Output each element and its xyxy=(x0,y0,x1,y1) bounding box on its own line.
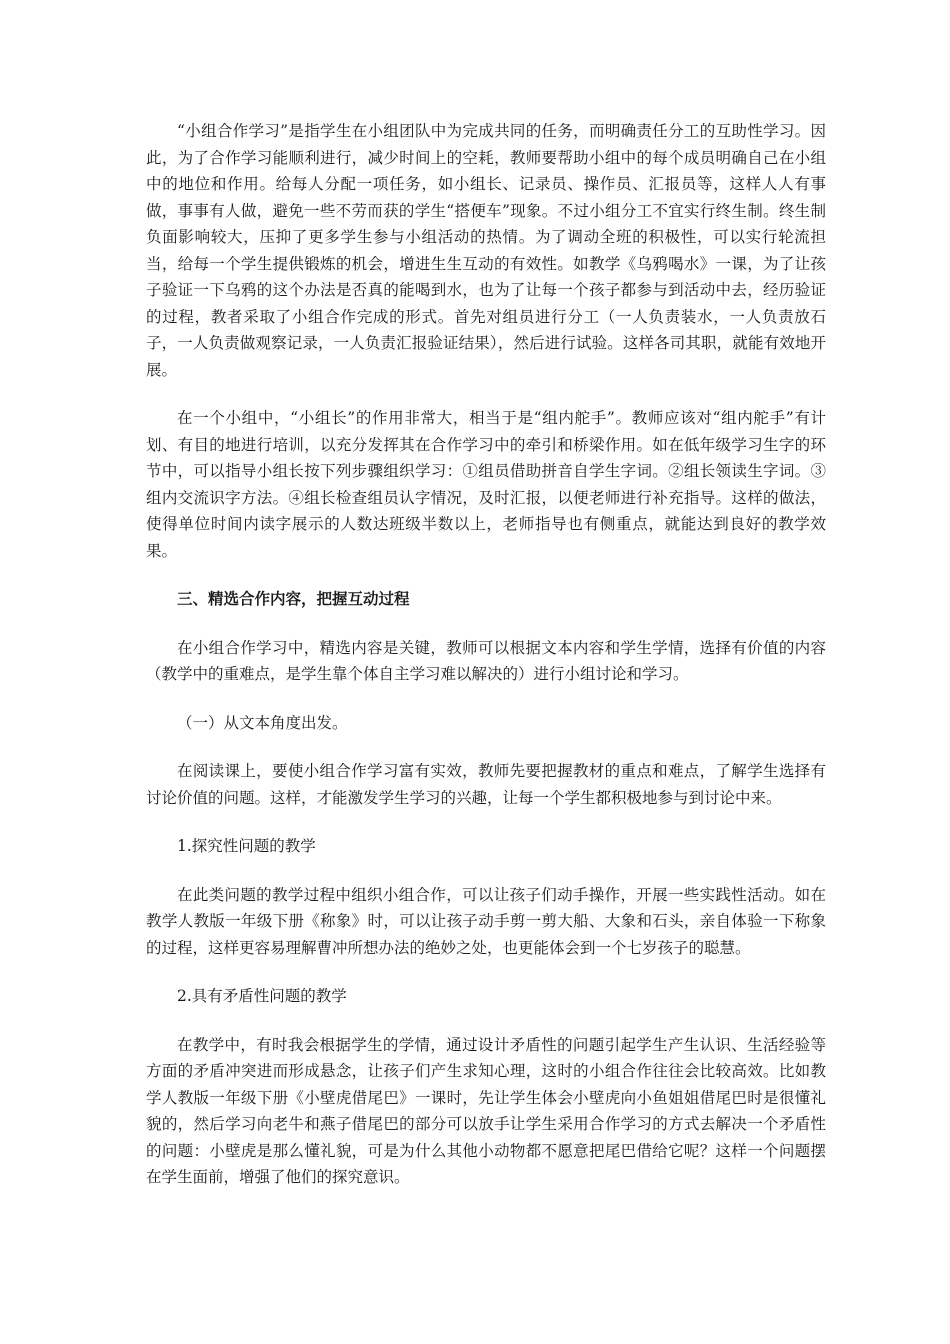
document-page xyxy=(146,118,826,1213)
section-heading: 三、精选合作内容，把握互动过程 xyxy=(177,589,410,608)
subsection-heading-contradiction: 2.具有矛盾性问题的教学 xyxy=(177,987,347,1005)
subsection-heading-text-angle: （一）从文本角度出发。 xyxy=(177,713,348,732)
subsection-heading-inquiry: 1.探究性问题的教学 xyxy=(177,837,316,855)
paragraph-group-roles: “小组合作学习”是指学生在小组团队中为完成共同的任务，而明确责任分工的互助性学习。因此，为了合作学习能顺利进行，减少时间上的空耗，教师要帮助小组中的每个成员明确自己在小组中的地位和作用。给每人分配一项任务，如小组长、记录员、操作员、汇报员等，这样人人有事做，事事有人做，避免一些不劳而获的学生“搭便车”现象。不过小组分工不宜实行终生制。终生制负面影响较大，压抑了更多学生参与小组活动的热情。为了调动全班的积极性，可以实行轮流担当，给每一个学生提供锻炼的机会，增进生生互动的有效性。如教学《乌鸦喝水》一课，为了让孩子验证一下乌鸦的这个办法是否真的能喝到水，也为了让每一个孩子都参与到活动中去，经历验证的过程，教者采取了小组合作完成的形式。首先对组员进行分工（一人负责装水，一人负责放石子，一人负责做观察记录，一人负责汇报验证结果），然后进行试验。这样各司其职，就能有效地开展。 xyxy=(146,122,826,379)
paragraph-inquiry-teaching: 在此类问题的教学过程中组织小组合作，可以让孩子们动手操作，开展一些实践性活动。如在教学人教版一年级下册《称象》时，可以让孩子动手剪一剪大船、大象和石头，亲自体验一下称象的过程，这样更容易理解曹冲所想办法的绝妙之处，也更能体会到一个七岁孩子的聪慧。 xyxy=(146,885,826,957)
paragraph-group-leader: 在一个小组中，“小组长”的作用非常大，相当于是“组内舵手”。教师应该对“组内舵手”有计划、有目的地进行培训，以充分发挥其在合作学习中的牵引和桥梁作用。如在低年级学习生字的环节中，可以指导小组长按下列步骤组织学习：①组员借助拼音自学生字词。②组长领读生字词。③组内交流识字方法。④组长检查组员认字情况，及时汇报，以便老师进行补充指导。这样的做法，使得单位时间内读字展示的人数达班级半数以上，老师指导也有侧重点，就能达到良好的教学效果。 xyxy=(146,409,826,560)
paragraph-reading-class: 在阅读课上，要使小组合作学习富有实效，教师先要把握教材的重点和难点，了解学生选择有讨论价值的问题。这样，才能激发学生学习的兴趣，让每一个学生都积极地参与到讨论中来。 xyxy=(146,762,826,807)
paragraph-contradiction-teaching: 在教学中，有时我会根据学生的学情，通过设计矛盾性的问题引起学生产生认识、生活经验等方面的矛盾冲突进而形成悬念，让孩子们产生求知心理，这时的小组合作往往会比较高效。比如教学人教版一年级下册《小壁虎借尾巴》一课时，先让学生体会小壁虎向小鱼姐姐借尾巴时是很懂礼貌的，然后学习向老牛和燕子借尾巴的部分可以放手让学生采用合作学习的方式去解决一个矛盾性的问题：小壁虎是那么懂礼貌，可是为什么其他小动物都不愿意把尾巴借给它呢？这样一个问题摆在学生面前，增强了他们的探究意识。 xyxy=(146,1035,826,1186)
paragraph-content-selection: 在小组合作学习中，精选内容是关键，教师可以根据文本内容和学生学情，选择有价值的内容（教学中的重难点，是学生靠个体自主学习难以解决的）进行小组讨论和学习。 xyxy=(146,638,826,683)
